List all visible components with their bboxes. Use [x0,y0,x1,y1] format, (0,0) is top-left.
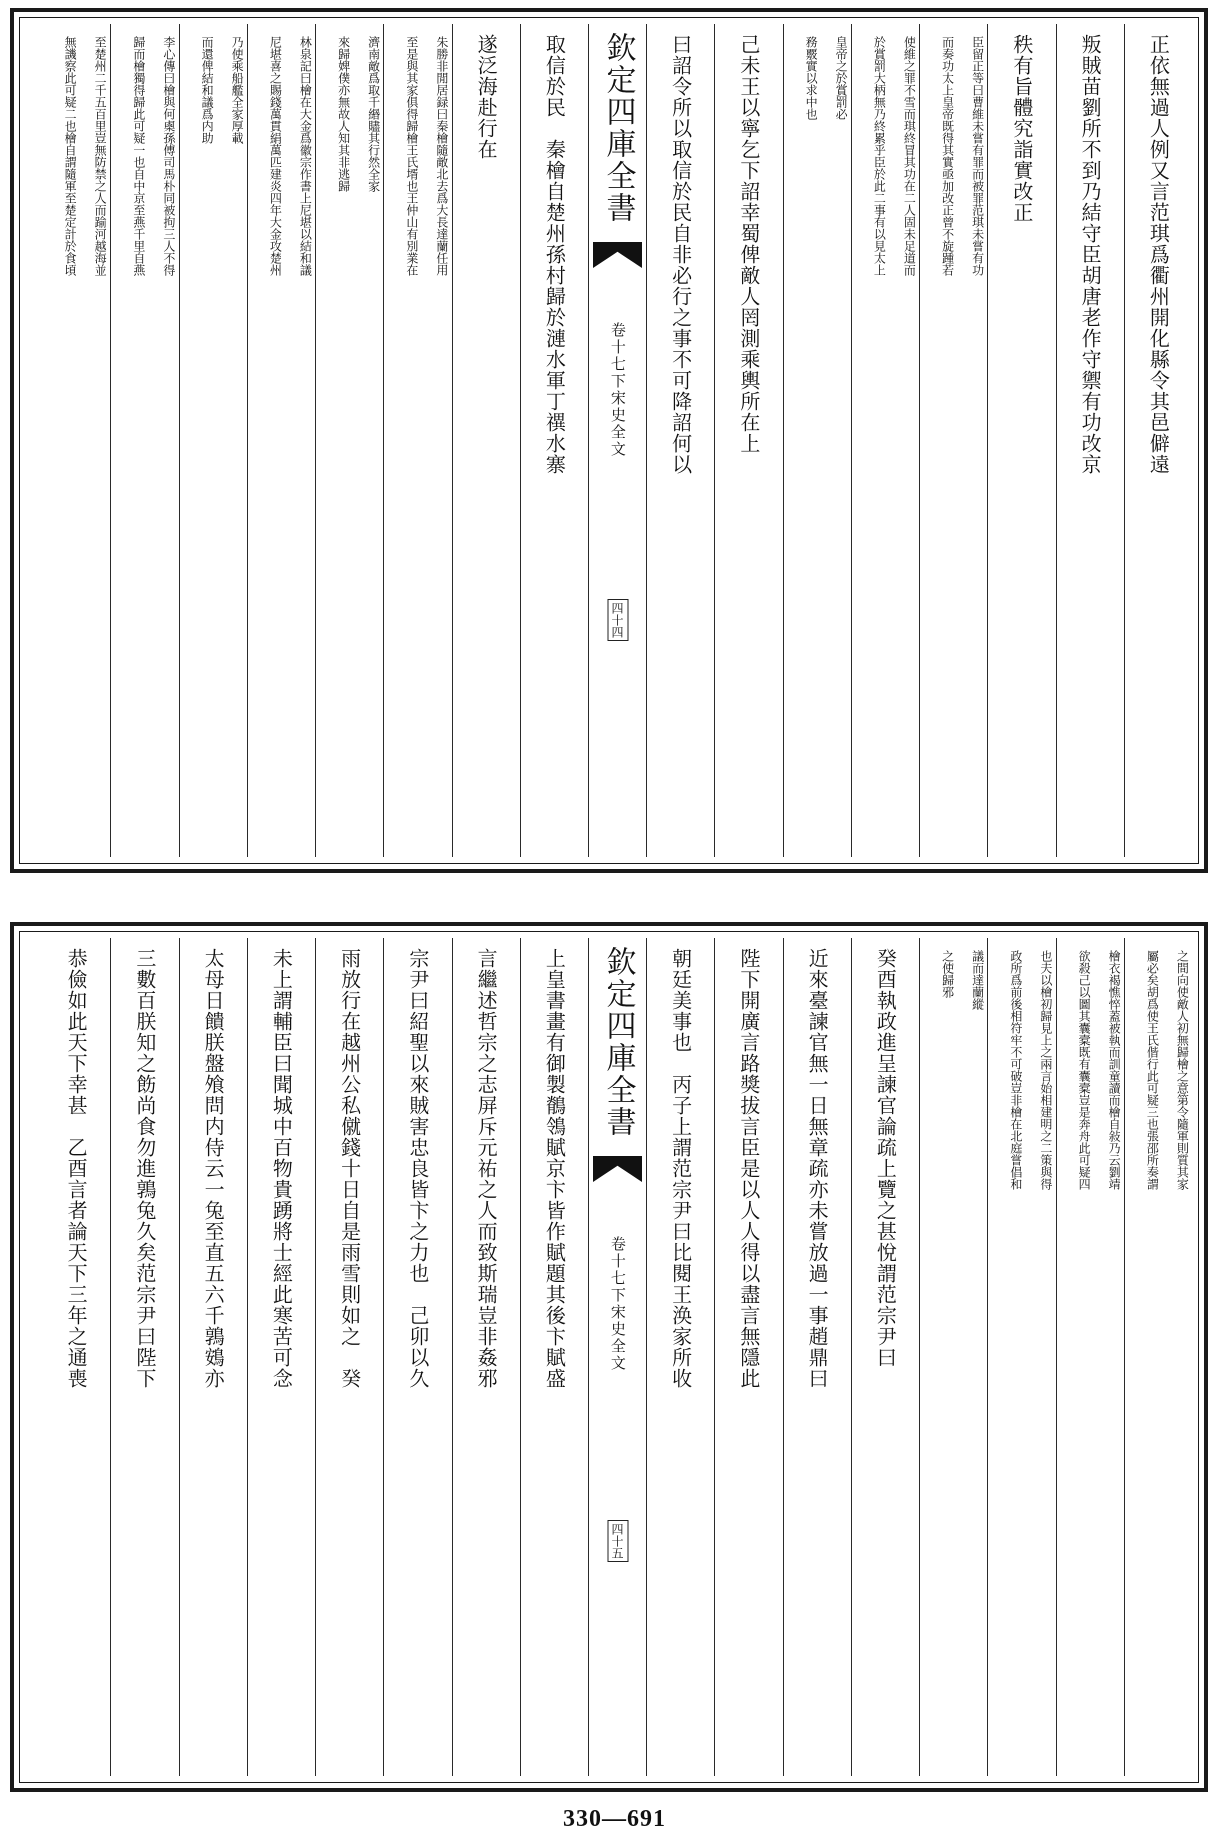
bottom-page [10,922,1208,1792]
main-text: 正依無過人例又言范琪爲衢州開化縣令其邑僻遠 [1146,34,1171,475]
main-text: 己未王以寧乞下詔幸蜀俾敵人罔測乘輿所在上 [736,34,761,454]
annotation-text: 乃使乘船艦全家厚載 [230,36,245,144]
annotation-text: 李心傳曰檜與何㮚孫傅司馬朴同被拘三人不得 [161,36,176,276]
main-text: 秩有旨體究詣實改正 [1009,34,1034,223]
leaf-number: 四十五 [607,1520,628,1562]
main-text: 太母日饋朕盤飧問内侍云一兔至直五六千鶉鴳亦 [201,948,226,1389]
text-column [851,24,919,857]
center-banner [588,938,646,1776]
main-text: 三數百朕知之飭尚食勿進鶉兔久矣范宗尹曰陛下 [132,948,157,1389]
main-text: 宗尹曰紹聖以來賊害忠良皆卞之力也 己卯以久 [405,948,430,1389]
volume-label-line: 卷十七下 [608,322,627,390]
text-column [1056,938,1124,1776]
annotation-pair [251,24,311,857]
main-text: 近來臺諫官無一日無章疏亦未嘗放過一事趙鼎曰 [805,948,830,1389]
main-text: 未上謂輔臣曰聞城中百物貴踴將士經此寒苦可念 [269,948,294,1389]
text-column [783,938,851,1776]
annotation-text: 而還俾結和議爲内助 [200,36,215,144]
volume-label-line: 卷十七下 [608,1236,627,1304]
annotation-text: 尼堪喜之賜錢萬貫絹萬匹建炎四年大金攻楚州 [268,36,283,276]
main-text: 取信於民 秦檜自楚州孫村歸於漣水軍丁禩水寨 [542,34,567,475]
text-column [919,938,987,1776]
volume-label-line: 宋史全文 [608,390,627,458]
annotation-text: 務覈實以求中也 [804,36,819,120]
page-number-footer: 330—691 [563,1806,666,1832]
annotation-pair [787,24,847,857]
main-text: 陛下開廣言路獎拔言臣是以人人得以盡言無隱此 [736,948,761,1389]
annotation-pair [1128,938,1188,1776]
annotation-text: 政所爲前後相符牢不可破豈非檜在北庭嘗倡和 [1008,950,1023,1190]
annotation-text: 朱勝非閒居録曰秦檜隨敵北去爲大長達蘭任用 [434,36,449,276]
text-column [179,938,247,1776]
annotation-text: 臣留正等曰曹維未嘗有罪而被罪范琪未嘗有功 [970,36,985,276]
volume-label-line: 宋史全文 [608,1304,627,1372]
annotation-pair [115,24,175,857]
main-text: 曰詔令所以取信於民自非必行之事不可降詔何以 [668,34,693,475]
text-column [1124,24,1192,857]
text-column [247,24,315,857]
annotation-text: 至是與其家俱得歸檜王氏壻也王仲山有別業在 [404,36,419,276]
annotation-text: 濟南敵爲取千緡贐其行然全家 [366,36,381,192]
annotation-text: 歸而檜獨得歸此可疑一也自中京至燕千里自燕 [131,36,146,276]
text-column [42,938,110,1776]
annotation-pair [320,24,380,857]
text-column [1124,938,1192,1776]
main-text: 恭儉如此天下幸甚 乙酉言者論天下三年之通喪 [64,948,89,1389]
text-column [714,24,782,857]
annotation-text: 皇帝之於賞罰必 [834,36,849,120]
text-column [452,24,520,857]
book-title: 欽定四庫全書 [600,946,636,1138]
text-column [452,938,520,1776]
top-page [10,8,1208,873]
text-column [520,938,588,1776]
annotation-text: 至楚州二千五百里豈無防禁之人而踰河越海並 [93,36,108,276]
fishtail-ornament [593,1156,642,1182]
main-text: 遂泛海赴行在 [474,34,499,160]
annotation-text: 使維之罪不雪而琪終冒其功在二人固未足道而 [902,36,917,276]
annotation-text: 之間向使敵人初無歸檜之意第令隨軍則質其家 [1175,950,1190,1190]
annotation-text: 議而達蘭縱 [970,950,985,1010]
text-column [987,24,1055,857]
main-text: 癸酉執政進呈諫官論疏上覽之甚悅謂范宗尹曰 [873,948,898,1368]
main-text: 上皇書畫有御製鶺鴒賦京卞皆作賦題其後卞賦盛 [542,948,567,1389]
text-column [919,24,987,857]
annotation-text: 檜衣褐憔悴蓋被執而訓童讀而檜自敍乃云劉靖 [1107,950,1122,1190]
annotation-text: 來歸婢僕亦無故人知其非逃歸 [336,36,351,192]
text-column [783,24,851,857]
annotation-text: 林泉記曰檜在大金爲徽宗作書上尼堪以結和議 [298,36,313,276]
annotation-text: 於賞罰大柄無乃終累乎臣於此二事有以見太上 [872,36,887,276]
text-column [520,24,588,857]
main-text: 叛賊苗劉所不到乃結守臣胡唐老作守禦有功改京 [1078,34,1103,475]
text-column [383,938,451,1776]
main-text: 雨放行在越州公私僦錢十日自是雨雪則如之 癸 [337,948,362,1389]
book-title: 欽定四庫全書 [600,32,636,224]
text-column [383,24,451,857]
text-column [315,938,383,1776]
annotation-pair [46,24,106,857]
text-column [110,24,178,857]
bottom-columns [26,938,1192,1776]
center-banner [588,24,646,857]
text-column [646,938,714,1776]
main-text: 朝廷美事也 丙子上謂范宗尹曰比閱王涣家所收 [668,948,693,1389]
text-column [179,24,247,857]
text-column [42,24,110,857]
leaf-number: 四十四 [607,599,628,641]
volume-label [608,1236,627,1372]
text-column [1056,24,1124,857]
annotation-text: 也夫以檜初歸見上之兩言始相建明之二策與得 [1038,950,1053,1190]
annotation-pair [924,938,984,1776]
annotation-text: 之使歸邪 [940,950,955,998]
volume-label [608,322,627,458]
top-columns [26,24,1192,857]
annotation-pair [388,24,448,857]
annotation-pair [1060,938,1120,1776]
annotation-pair [855,24,915,857]
text-column [646,24,714,857]
text-column [110,938,178,1776]
annotation-text: 無譏察此可疑二也檜自謂隨軍至楚定計於食頃 [63,36,78,276]
text-column [315,24,383,857]
text-column [247,938,315,1776]
annotation-pair [992,938,1052,1776]
annotation-text: 屬必矣胡爲使王氏偕行此可疑三也張邵所奏謂 [1145,950,1160,1190]
annotation-pair [924,24,984,857]
annotation-text: 欲殺己以圖其囊槖既有囊槖豈是奔舟此可疑四 [1077,950,1092,1190]
annotation-text: 而奏功太上皇帝既得其實亟加改正曾不旋踵若 [940,36,955,276]
annotation-pair [183,24,243,857]
main-text: 言繼述哲宗之志屏斥元祐之人而致斯瑞豈非姦邪 [474,948,499,1389]
text-column [714,938,782,1776]
text-column [851,938,919,1776]
text-column [987,938,1055,1776]
fishtail-ornament [593,242,642,268]
